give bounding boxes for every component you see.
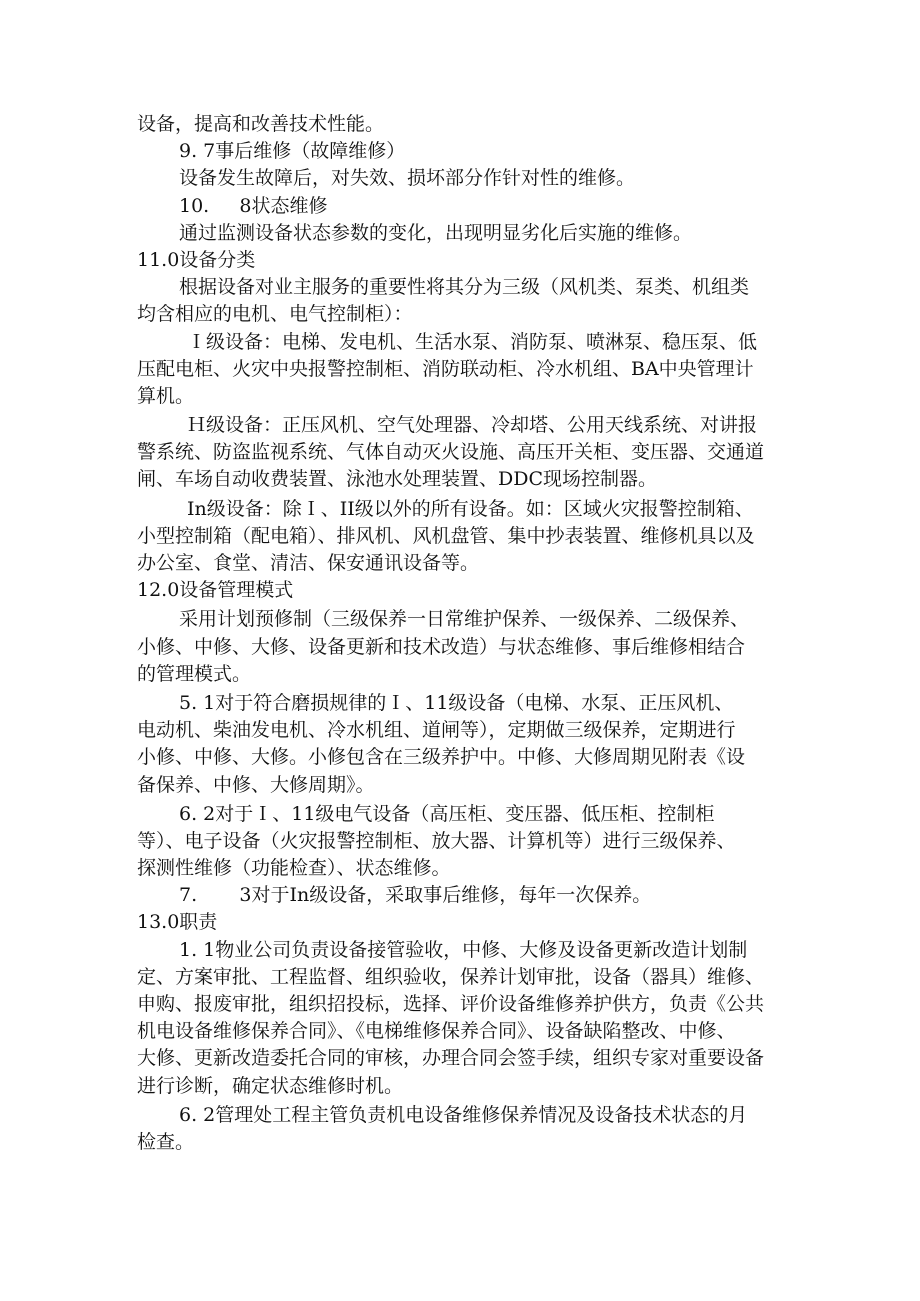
text-line: 根据设备对业主服务的重要性将其分为三级（风机类、泵类、机组类 [179, 276, 750, 299]
text-line: 定、方案审批、工程监督、组织验收，保养计划审批，设备（器具）维修、 [137, 965, 765, 988]
text-line: 进行诊断，确定状态维修时机。 [137, 1074, 404, 1097]
section-heading: 11.0设备分类 [137, 248, 256, 271]
text-line: 算机。 [137, 384, 195, 407]
text-line: 5. 1对于符合磨损规律的Ｉ、11级设备（电梯、水泵、正压风机、 [179, 691, 734, 714]
text-line: 小修、中修、大修、设备更新和技术改造）与状态维修、事后维修相结合 [137, 635, 746, 658]
text-line: 均含相应的电机、电气控制柜）： [137, 303, 413, 326]
text-line: 采用计划预修制（三级保养一日常维护保养、一级保养、二级保养、 [179, 608, 750, 631]
text-line: 的管理模式。 [137, 662, 252, 685]
text-line: 电动机、柴油发电机、冷水机组、道闸等），定期做三级保养，定期进行 [137, 719, 736, 742]
text-line: 6. 2管理处工程主管负责机电设备维修保养情况及设备技术状态的月 [179, 1103, 748, 1126]
text-line: 警系统、防盗监视系统、气体自动灭火设施、高压开关柜、变压器、交通道 [137, 441, 765, 464]
section-heading: 10. 8状态维修 [179, 194, 328, 217]
section-heading: 9. 7事后维修（故障维修） [179, 140, 406, 163]
document-body [137, 111, 817, 1156]
text-line: 小型控制箱（配电箱）、排风机、风机盘管、集中抄表装置、维修机具以及 [137, 524, 755, 547]
text-line: 机电设备维修保养合同》、《电梯维修保养合同》、设备缺陷整改、中修、 [137, 1020, 736, 1043]
text-line: Ｈ级设备：正压风机、空气处理器、冷却塔、公用天线系统、对讲报 [187, 414, 758, 437]
text-line: 通过监测设备状态参数的变化，出现明显劣化后实施的维修。 [179, 221, 693, 244]
text-line: 设备，提高和改善技术性能。 [137, 113, 385, 135]
text-line: 探测性维修（功能检查）、状态维修。 [137, 857, 451, 880]
text-line: 备保养、中修、大修周期》。 [137, 773, 375, 796]
text-line: 大修、更新改造委托合同的审核，办理合同会签手续，组织专家对重要设备 [137, 1047, 765, 1070]
text-line: 办公室、食堂、清洁、保安通讯设备等。 [137, 552, 480, 574]
text-line: 6. 2对于Ｉ、11级电气设备（高压柜、变压器、低压柜、控制柜 [179, 802, 715, 825]
text-line: 1. 1物业公司负责设备接管验收，中修、大修及设备更新改造计划制 [179, 938, 748, 961]
section-heading: 13.0职责 [137, 911, 218, 934]
text-line: 申购、报废审批，组织招投标，选择、评价设备维修养护供方，负责《公共 [137, 993, 765, 1015]
text-line: In级设备：除Ｉ、II级以外的所有设备。如：区域火灾报警控制箱、 [187, 497, 754, 520]
text-line: 等）、电子设备（火灾报警控制柜、放大器、计算机等）进行三级保养、 [137, 829, 736, 852]
text-line: 闸、车场自动收费装置、泳池水处理装置、DDC现场控制器。 [137, 468, 658, 491]
text-line: 设备发生故障后，对失效、损坏部分作针对性的维修。 [179, 167, 636, 190]
text-line: 小修、中修、大修。小修包含在三级养护中。中修、大修周期见附表《设 [137, 746, 746, 769]
text-line: Ｉ级设备：电梯、发电机、生活水泵、消防泵、喷淋泵、稳压泵、低 [187, 330, 758, 353]
section-heading: 12.0设备管理模式 [137, 579, 294, 602]
text-line: 7. 3对于In级设备，采取事后维修，每年一次保养。 [179, 884, 652, 907]
text-line: 检查。 [137, 1130, 195, 1153]
text-line: 压配电柜、火灾中央报警控制柜、消防联动柜、冷水机组、BA中央管理计 [137, 357, 754, 380]
